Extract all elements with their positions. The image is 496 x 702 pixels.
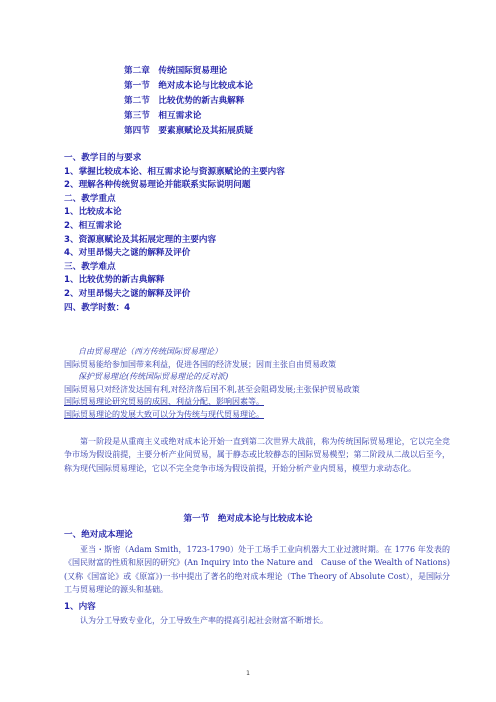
section-entry: 第四节 要素禀赋论及其拓展质疑 bbox=[124, 126, 253, 136]
free-trade-title: 自由贸易理论（西方传统国际贸易理论） bbox=[78, 347, 222, 356]
protect-trade-desc: 国际贸易只对经济发达国有利,对经济落后国不利,甚至会阻碍发展;主张保护贸易政策 bbox=[64, 384, 360, 394]
outline-item: 2、对里昂惕夫之谜的解释及评价 bbox=[64, 288, 191, 299]
teaching-outline bbox=[64, 152, 285, 315]
section-title: 第一节 绝对成本论与比较成本论 bbox=[183, 514, 313, 524]
chapter-contents bbox=[124, 64, 253, 139]
intro-block bbox=[64, 346, 434, 422]
outline-heading: 二、教学重点 bbox=[64, 193, 116, 204]
section-entry: 第三节 相互需求论 bbox=[124, 111, 202, 121]
outline-heading: 四、教学时数：4 bbox=[64, 302, 131, 313]
section-entry: 第一节 绝对成本论与比较成本论 bbox=[124, 81, 253, 91]
outline-item: 1、比较成本论 bbox=[64, 207, 122, 218]
outline-heading: 三、教学难点 bbox=[64, 261, 116, 272]
subsection-heading: 一、绝对成本理论 bbox=[64, 530, 133, 540]
protect-trade-title: 保护贸易理论(传统国际贸易理论的反对派) bbox=[78, 372, 229, 382]
outline-item: 4、对里昂惕夫之谜的解释及评价 bbox=[64, 248, 191, 259]
subsection-heading-content: 1、内容 bbox=[64, 602, 96, 612]
page-number: 1 bbox=[246, 670, 250, 677]
research-line: 国际贸易理论研究贸易的成因、利益分配、影响因素等。 bbox=[64, 397, 264, 407]
outline-item: 1、掌握比较成本论、相互需求论与资源禀赋论的主要内容 bbox=[64, 166, 285, 177]
free-trade-desc: 国际贸易能给参加国带来利益，促进各国的经济发展；因而主张自由贸易政策 bbox=[64, 359, 336, 369]
development-line: 国际贸易理论的发展大致可以分为传统与现代贸易理论。 bbox=[64, 409, 264, 419]
outline-item: 3、资源禀赋论及其拓展定理的主要内容 bbox=[64, 234, 217, 245]
outline-item: 1、比较优势的新古典解释 bbox=[64, 275, 165, 286]
content-line: 认为分工导致专业化，分工导致生产率的提高引起社会财富不断增长。 bbox=[80, 616, 328, 625]
section-entry: 第二节 比较优势的新古典解释 bbox=[124, 96, 245, 106]
paragraph-adam-smith: 亚当・斯密（Adam Smith，1723-1790）处于工场手工业向机器大工业过渡时期。在 1776 年发表的《国民财富的性质和原因的研究》(An Inquiry into the Nature and Cause of the Wealth of Nations)(又称《国富论》或《原富》)一书中提出了著名的绝对成本理论（The Theory of Absolute Cost），是国际分工与贸易理论的源头和基础。 bbox=[64, 545, 450, 595]
outline-item: 2、理解各种传统贸易理论并能联系实际说明问题 bbox=[64, 180, 251, 191]
outline-heading: 一、教学目的与要求 bbox=[64, 153, 142, 163]
outline-item: 2、相互需求论 bbox=[64, 220, 122, 231]
paragraph-stages: 第一阶段是从重商主义或绝对成本论开始一直到第二次世界大战前，称为传统国际贸易理论，它以完全竞争市场为假设前提，主要分析产业间贸易，属于静态或比较静态的国际贸易模型；第二阶段从二战以后至今，称为现代国际贸易理论，它以不完全竞争市场为假设前提，开始分析产业内贸易，模型力求动态化。 bbox=[64, 437, 450, 473]
chapter-title: 第二章 传统国际贸易理论 bbox=[124, 66, 228, 76]
